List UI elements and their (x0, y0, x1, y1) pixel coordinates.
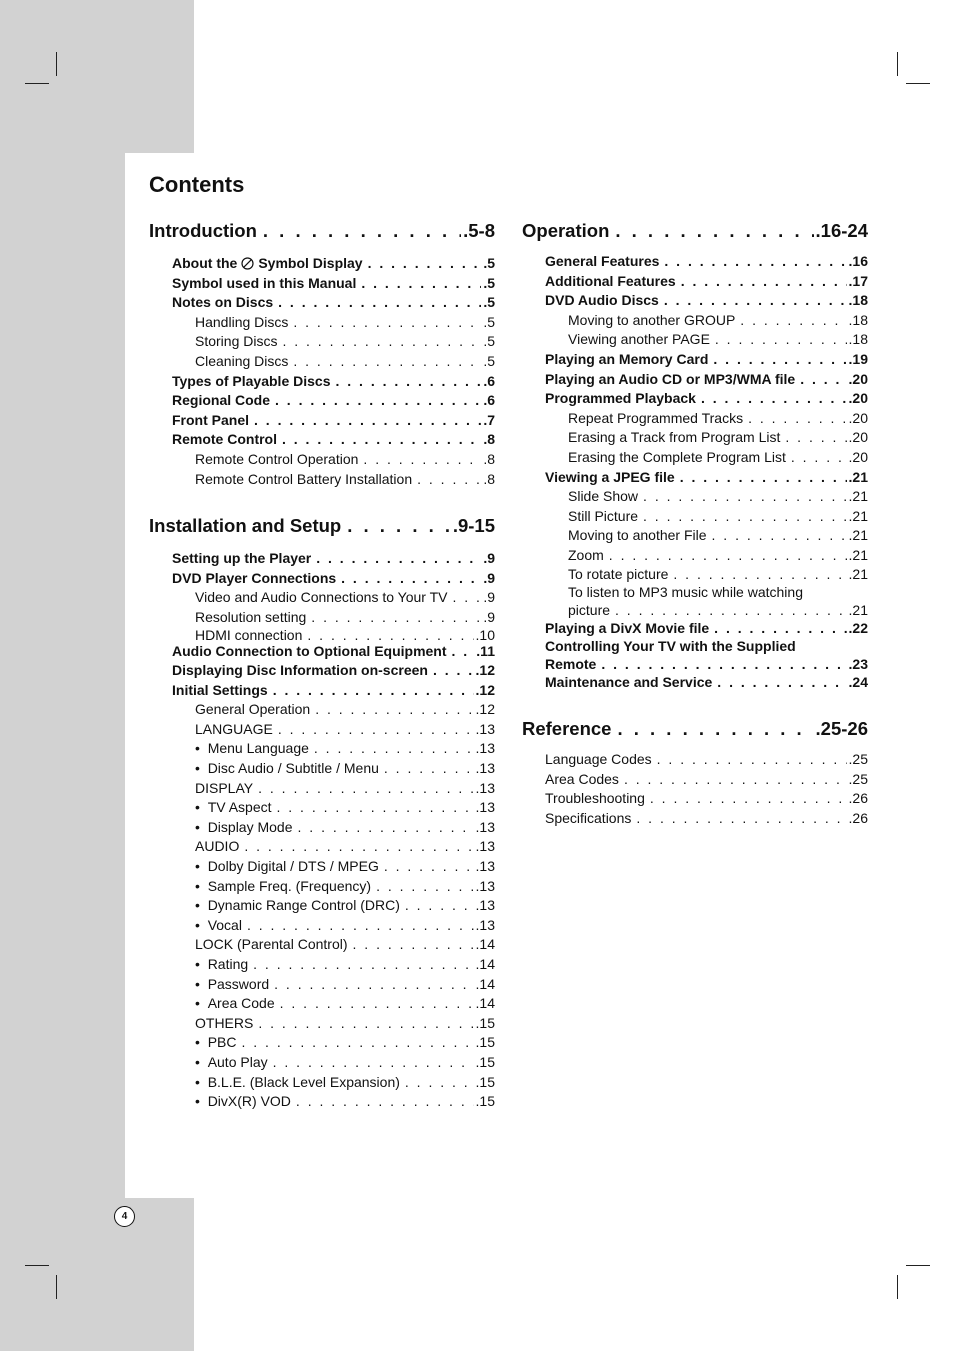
toc-entry[interactable]: DVD Audio Discs . . . .18 (522, 291, 868, 311)
toc-subentry[interactable]: AUDIO . . . .13 (149, 837, 495, 857)
toc-bullet-entry[interactable]: • Auto Play . . . .15 (149, 1053, 495, 1073)
gray-band-left (0, 153, 125, 1198)
crop-mark (897, 52, 898, 76)
page-number: 4 (114, 1206, 135, 1227)
section-pages: .9-15 (452, 515, 495, 537)
toc-subentry[interactable]: DISPLAY . . . .13 (149, 779, 495, 799)
toc-entry[interactable]: Language Codes . . . .25 (522, 750, 868, 770)
toc-bullet-entry[interactable]: • Sample Freq. (Frequency) . . . .13 (149, 877, 495, 897)
toc-bullet-entry[interactable]: • Display Mode . . . .13 (149, 818, 495, 838)
toc-subentry[interactable]: Cleaning Discs . . . .5 (149, 352, 495, 372)
toc-bullet-entry[interactable]: • B.L.E. (Black Level Expansion) . . . .15 (149, 1073, 495, 1093)
toc-subentry[interactable]: To rotate picture . . . .21 (522, 566, 868, 583)
section-title: Operation (522, 220, 610, 241)
toc-entry[interactable]: Notes on Discs . . . .5 (149, 293, 495, 313)
toc-entry[interactable]: Area Codes . . . .25 (522, 770, 868, 790)
toc-entry[interactable]: Audio Connection to Optional Equipment . . . .11 (149, 642, 495, 662)
toc-subentry[interactable]: picture . . . .21 (522, 601, 868, 619)
toc-entry[interactable]: Playing an Audio CD or MP3/WMA file . . . .20 (522, 370, 868, 390)
section-pages: .16-24 (815, 220, 868, 241)
section-reference[interactable] (522, 717, 868, 741)
toc-subentry[interactable]: Repeat Programmed Tracks . . . .20 (522, 409, 868, 429)
section-operation[interactable] (522, 219, 868, 243)
toc-entry[interactable]: Specifications . . . .26 (522, 809, 868, 829)
toc-entry-line1[interactable]: Controlling Your TV with the Supplied (545, 638, 796, 655)
section-pages: .5-8 (463, 220, 495, 241)
gray-band-bottom (0, 1198, 194, 1351)
toc-subentry[interactable]: LANGUAGE . . . .13 (149, 720, 495, 740)
section-title: Introduction (149, 220, 257, 241)
toc-subentry[interactable]: OTHERS . . . .15 (149, 1014, 495, 1034)
toc-entry[interactable]: Remote . . . .23 (522, 655, 868, 673)
toc-bullet-entry[interactable]: • TV Aspect . . . .13 (149, 798, 495, 818)
section-title: Installation and Setup (149, 515, 342, 537)
toc-entry[interactable]: Troubleshooting . . . .26 (522, 789, 868, 809)
toc-bullet-entry[interactable]: • Disc Audio / Subtitle / Menu . . . .13 (149, 759, 495, 779)
section-title: Reference (522, 718, 612, 740)
introduction-list (149, 254, 495, 489)
toc-entry[interactable]: Playing a DivX Movie file . . . .22 (522, 619, 868, 639)
toc-entry[interactable]: DVD Player Connections . . . .9 (149, 569, 495, 589)
toc-subentry[interactable]: Erasing a Track from Program List . . . .20 (522, 428, 868, 448)
toc-entry[interactable]: Front Panel . . . .7 (149, 411, 495, 431)
toc-entry[interactable]: General Features . . . .16 (522, 252, 868, 272)
toc-subentry[interactable]: LOCK (Parental Control) . . . .14 (149, 935, 495, 955)
toc-bullet-entry[interactable]: • Menu Language . . . .13 (149, 739, 495, 759)
toc-subentry[interactable]: Slide Show . . . .21 (522, 487, 868, 507)
toc-bullet-entry[interactable]: • Dynamic Range Control (DRC) . . . .13 (149, 896, 495, 916)
toc-subentry[interactable]: Storing Discs . . . .5 (149, 332, 495, 352)
toc-entry[interactable]: Viewing a JPEG file . . . .21 (522, 468, 868, 488)
crop-mark (56, 1275, 57, 1299)
toc-entry[interactable]: About the Symbol Display . . . .5 (149, 254, 495, 274)
crop-mark (906, 83, 930, 84)
toc-subentry-line1[interactable]: To listen to MP3 music while watching (568, 583, 803, 600)
reference-list (522, 750, 868, 828)
toc-subentry[interactable]: Zoom . . . .21 (522, 546, 868, 566)
toc-subentry[interactable]: Handling Discs . . . .5 (149, 313, 495, 333)
toc-subentry[interactable]: Erasing the Complete Program List . . . .20 (522, 448, 868, 468)
crop-mark (25, 1265, 49, 1266)
toc-entry[interactable]: Types of Playable Discs . . . .6 (149, 372, 495, 392)
toc-entry[interactable]: Displaying Disc Information on-screen . . . .12 (149, 661, 495, 681)
toc-subentry[interactable]: Remote Control Battery Installation . . . .8 (149, 470, 495, 490)
toc-subentry[interactable]: HDMI connection . . . .10 (149, 628, 495, 642)
installation-list (149, 549, 495, 1112)
toc-subentry[interactable]: Video and Audio Connections to Your TV . . . .9 (149, 588, 495, 608)
toc-entry[interactable]: Programmed Playback . . . .20 (522, 389, 868, 409)
toc-bullet-entry[interactable]: • Dolby Digital / DTS / MPEG . . . .13 (149, 857, 495, 877)
toc-bullet-entry[interactable]: • Vocal . . . .13 (149, 916, 495, 936)
gray-band-top (0, 0, 194, 153)
toc-subentry[interactable]: Viewing another PAGE . . . .18 (522, 330, 868, 350)
toc-subentry[interactable]: Still Picture . . . .21 (522, 507, 868, 527)
toc-subentry[interactable]: Moving to another File . . . .21 (522, 526, 868, 546)
crop-mark (56, 52, 57, 76)
toc-subentry[interactable]: General Operation . . . .12 (149, 700, 495, 720)
toc-entry[interactable]: Remote Control . . . .8 (149, 430, 495, 450)
toc-right-column (522, 219, 868, 829)
toc-left-column (149, 219, 495, 1112)
toc-entry[interactable]: Regional Code . . . .6 (149, 391, 495, 411)
page-title: Contents (149, 172, 245, 197)
toc-subentry[interactable]: Moving to another GROUP . . . .18 (522, 311, 868, 331)
toc-bullet-entry[interactable]: • Password . . . .14 (149, 975, 495, 995)
section-installation[interactable] (149, 514, 495, 538)
section-pages: .25-26 (815, 718, 868, 740)
toc-entry[interactable]: Additional Features . . . .17 (522, 272, 868, 292)
toc-bullet-entry[interactable]: • PBC . . . .15 (149, 1033, 495, 1053)
section-introduction[interactable] (149, 219, 495, 243)
toc-bullet-entry[interactable]: • Area Code . . . .14 (149, 994, 495, 1014)
toc-entry[interactable]: Initial Settings . . . .12 (149, 681, 495, 701)
toc-entry[interactable]: Symbol used in this Manual . . . .5 (149, 274, 495, 294)
toc-subentry[interactable]: Remote Control Operation . . . .8 (149, 450, 495, 470)
toc-subentry[interactable]: Resolution setting . . . .9 (149, 608, 495, 628)
toc-bullet-entry[interactable]: • DivX(R) VOD . . . .15 (149, 1092, 495, 1112)
toc-entry[interactable]: Setting up the Player . . . .9 (149, 549, 495, 569)
crop-mark (897, 1275, 898, 1299)
toc-entry[interactable]: Playing an Memory Card . . . .19 (522, 350, 868, 370)
crop-mark (906, 1265, 930, 1266)
operation-list (522, 252, 868, 692)
toc-bullet-entry[interactable]: • Rating . . . .14 (149, 955, 495, 975)
toc-entry[interactable]: Maintenance and Service . . . .24 (522, 673, 868, 693)
crop-mark (25, 83, 49, 84)
